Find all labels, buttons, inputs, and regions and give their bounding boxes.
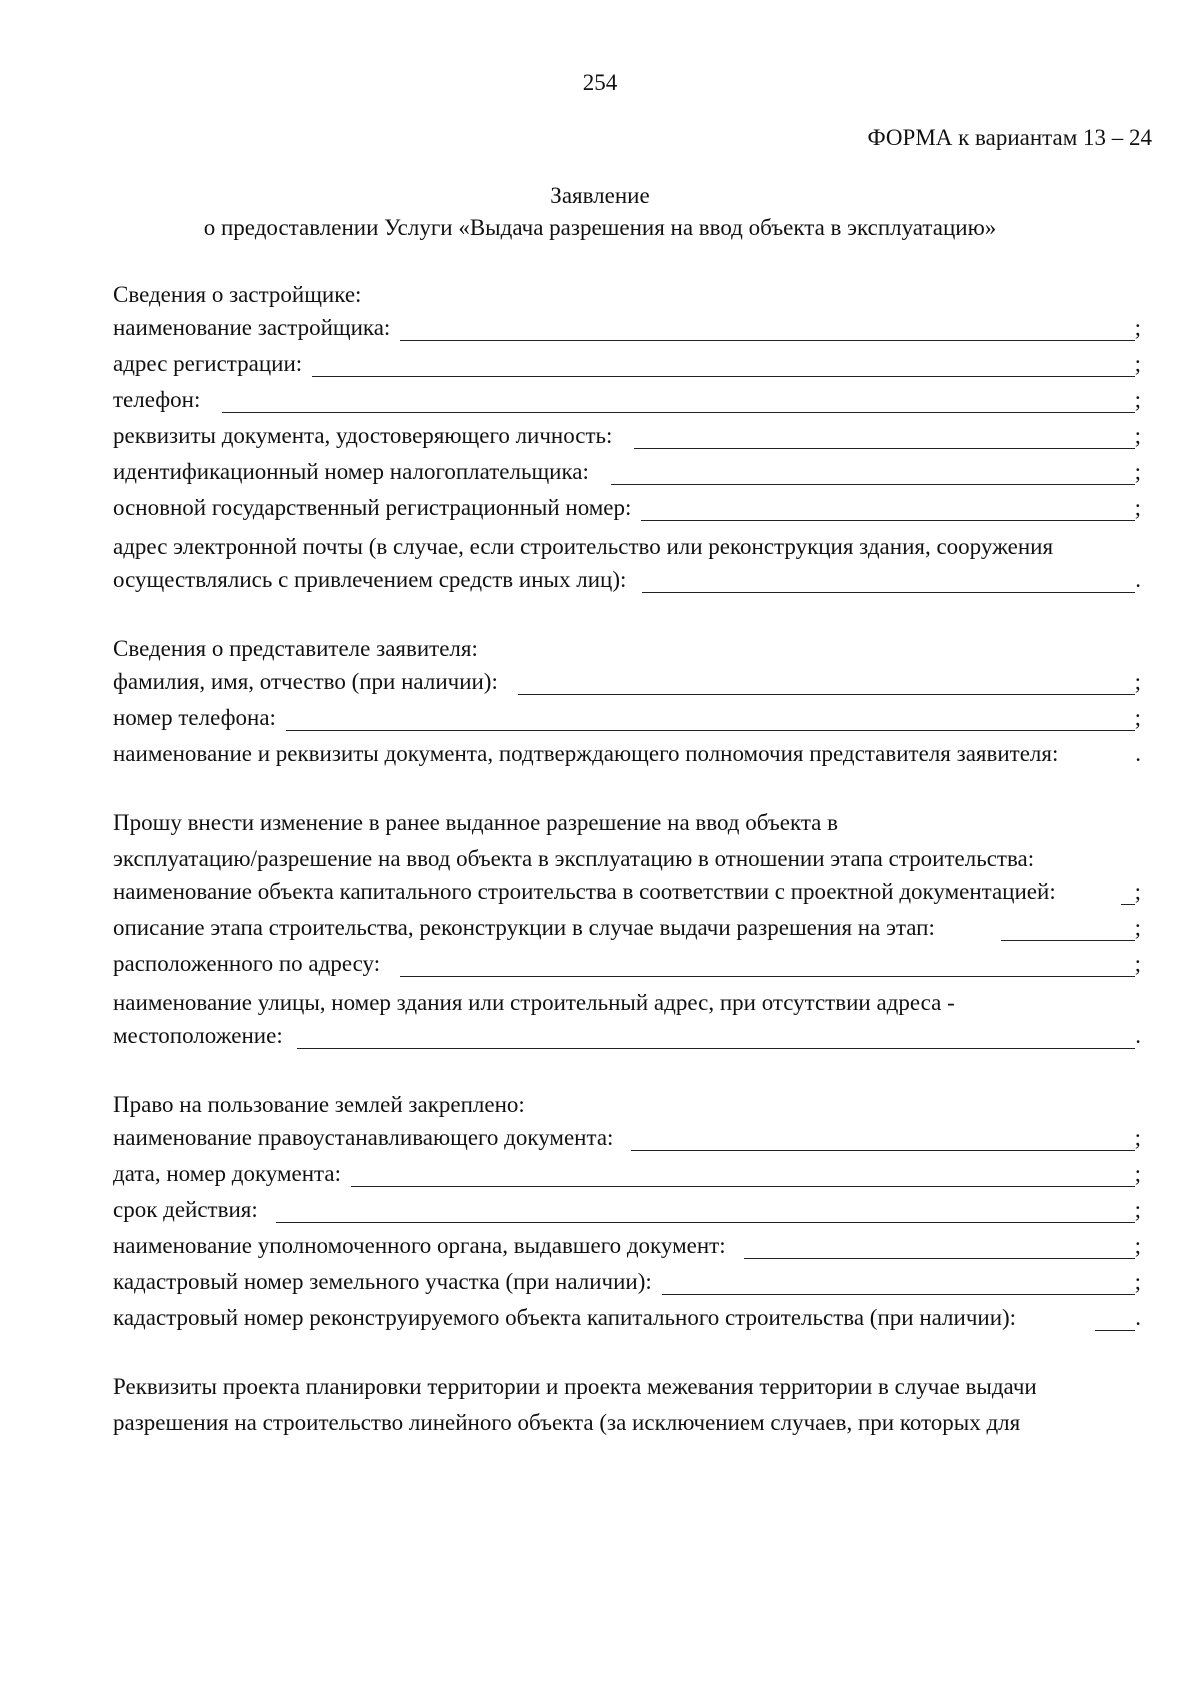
land-term-label: срок действия:: [113, 1197, 258, 1222]
developer-id-doc-field[interactable]: [634, 448, 1134, 449]
developer-address-label: адрес регистрации:: [113, 351, 303, 376]
document-title: [0, 180, 1200, 244]
semicolon: ;: [1134, 423, 1141, 448]
land-term-field[interactable]: [276, 1222, 1135, 1223]
developer-inn-row: [113, 457, 1141, 493]
land-date-label: дата, номер документа:: [113, 1161, 341, 1186]
request-object-label: наименование объекта капитального строительства в соответствии с проектной документацией:: [113, 879, 1056, 904]
land-heading: Право на пользование землей закреплено:: [113, 1092, 525, 1117]
form-label: ФОРМА к вариантам 13 – 24: [867, 125, 1152, 150]
land-doc-name-label: наименование правоустанавливающего документа:: [113, 1125, 614, 1150]
semicolon: ;: [1134, 1161, 1141, 1186]
representative-phone-label: номер телефона:: [113, 705, 276, 730]
representative-heading: Сведения о представителе заявителя:: [113, 636, 478, 661]
period: .: [1135, 741, 1141, 766]
semicolon: ;: [1134, 315, 1141, 340]
title-line-2: о предоставлении Услуги «Выдача разрешения на ввод объекта в эксплуатацию»: [203, 215, 997, 240]
request-location-row: [113, 1021, 1141, 1057]
developer-inn-label: идентификационный номер налогоплательщика:: [113, 459, 589, 484]
developer-id-doc-label: реквизиты документа, удостоверяющего личность:: [113, 423, 613, 448]
request-location-label: местоположение:: [113, 1023, 283, 1048]
developer-ogrn-row: [113, 493, 1141, 529]
page-number: 254: [582, 70, 618, 95]
semicolon: ;: [1134, 1233, 1141, 1258]
developer-name-row: [113, 313, 1141, 349]
period: .: [1135, 1305, 1141, 1330]
developer-address-row: [113, 349, 1141, 385]
planning-line-2: разрешения на строительство линейного объекта (за исключением случаев, при которых для: [113, 1410, 1021, 1435]
representative-phone-field[interactable]: [286, 730, 1135, 731]
planning-line-1: Реквизиты проекта планировки территории и проекта межевания территории в случае выдачи: [113, 1374, 1037, 1399]
land-term-row: [113, 1195, 1141, 1231]
developer-email-label: осуществлялись с привлечением средств иных лиц):: [113, 567, 627, 592]
section-gap: [113, 1339, 1141, 1369]
period: .: [1135, 567, 1141, 592]
land-cadastral-object-field[interactable]: [1095, 1330, 1135, 1331]
request-line-2: эксплуатацию/разрешение на ввод объекта в эксплуатацию в отношении этапа строительства:: [113, 846, 1035, 871]
developer-name-field[interactable]: [400, 340, 1134, 341]
semicolon: ;: [1134, 951, 1141, 976]
semicolon: ;: [1134, 351, 1141, 376]
developer-phone-label: телефон:: [113, 387, 201, 412]
representative-fio-row: [113, 667, 1141, 703]
semicolon: ;: [1134, 459, 1141, 484]
section-gap: [113, 775, 1141, 805]
developer-ogrn-label: основной государственный регистрационный номер:: [113, 495, 632, 520]
developer-phone-field[interactable]: [222, 412, 1134, 413]
land-cadastral-object-row: [113, 1303, 1141, 1339]
representative-fio-label: фамилия, имя, отчество (при наличии):: [113, 669, 498, 694]
developer-id-doc-row: [113, 421, 1141, 457]
request-address-row: [113, 949, 1141, 985]
form-body: [113, 277, 1141, 1441]
developer-ogrn-field[interactable]: [641, 520, 1134, 521]
developer-email-line-1: адрес электронной почты (в случае, если строительство или реконструкция здания, сооружения: [113, 534, 1054, 559]
request-location-field[interactable]: [297, 1048, 1136, 1049]
semicolon: ;: [1134, 1197, 1141, 1222]
representative-phone-row: [113, 703, 1141, 739]
semicolon: ;: [1134, 915, 1141, 940]
land-authority-field[interactable]: [744, 1258, 1135, 1259]
developer-phone-row: [113, 385, 1141, 421]
request-object-field[interactable]: [1121, 904, 1135, 905]
developer-email-field[interactable]: [642, 592, 1135, 593]
developer-inn-field[interactable]: [611, 484, 1135, 485]
semicolon: ;: [1134, 879, 1141, 904]
land-date-field[interactable]: [351, 1186, 1135, 1187]
request-address-label: расположенного по адресу:: [113, 951, 381, 976]
developer-email-row: [113, 565, 1141, 601]
developer-name-label: наименование застройщика:: [113, 315, 391, 340]
request-stage-row: [113, 913, 1141, 949]
section-gap: [113, 601, 1141, 631]
semicolon: ;: [1134, 387, 1141, 412]
representative-doc-label: наименование и реквизиты документа, подтверждающего полномочия представителя заявителя:: [113, 741, 1059, 766]
representative-doc-row: [113, 739, 1141, 775]
section-gap: [113, 1057, 1141, 1087]
land-authority-row: [113, 1231, 1141, 1267]
request-address-field[interactable]: [400, 976, 1135, 977]
land-cadastral-object-label: кадастровый номер реконструируемого объекта капитального строительства (при наличии):: [113, 1305, 1017, 1330]
land-cadastral-land-field[interactable]: [662, 1294, 1135, 1295]
request-object-row: [113, 877, 1141, 913]
semicolon: ;: [1134, 669, 1141, 694]
title-line-1: Заявление: [550, 183, 650, 208]
semicolon: ;: [1134, 705, 1141, 730]
land-cadastral-land-row: [113, 1267, 1141, 1303]
request-line-1: Прошу внести изменение в ранее выданное разрешение на ввод объекта в: [113, 810, 839, 835]
semicolon: ;: [1134, 1269, 1141, 1294]
request-stage-label: описание этапа строительства, реконструкции в случае выдачи разрешения на этап:: [113, 915, 935, 940]
land-date-row: [113, 1159, 1141, 1195]
request-stage-field[interactable]: [1001, 940, 1135, 941]
period: .: [1135, 1023, 1141, 1048]
request-street-line-1: наименование улицы, номер здания или строительный адрес, при отсутствии адреса -: [113, 990, 955, 1015]
land-cadastral-land-label: кадастровый номер земельного участка (при наличии):: [113, 1269, 652, 1294]
representative-fio-field[interactable]: [518, 694, 1135, 695]
land-doc-name-row: [113, 1123, 1141, 1159]
semicolon: ;: [1134, 1125, 1141, 1150]
developer-heading: Сведения о застройщике:: [113, 282, 362, 307]
land-doc-name-field[interactable]: [631, 1150, 1134, 1151]
land-authority-label: наименование уполномоченного органа, выдавшего документ:: [113, 1233, 726, 1258]
semicolon: ;: [1134, 495, 1141, 520]
developer-address-field[interactable]: [312, 376, 1134, 377]
